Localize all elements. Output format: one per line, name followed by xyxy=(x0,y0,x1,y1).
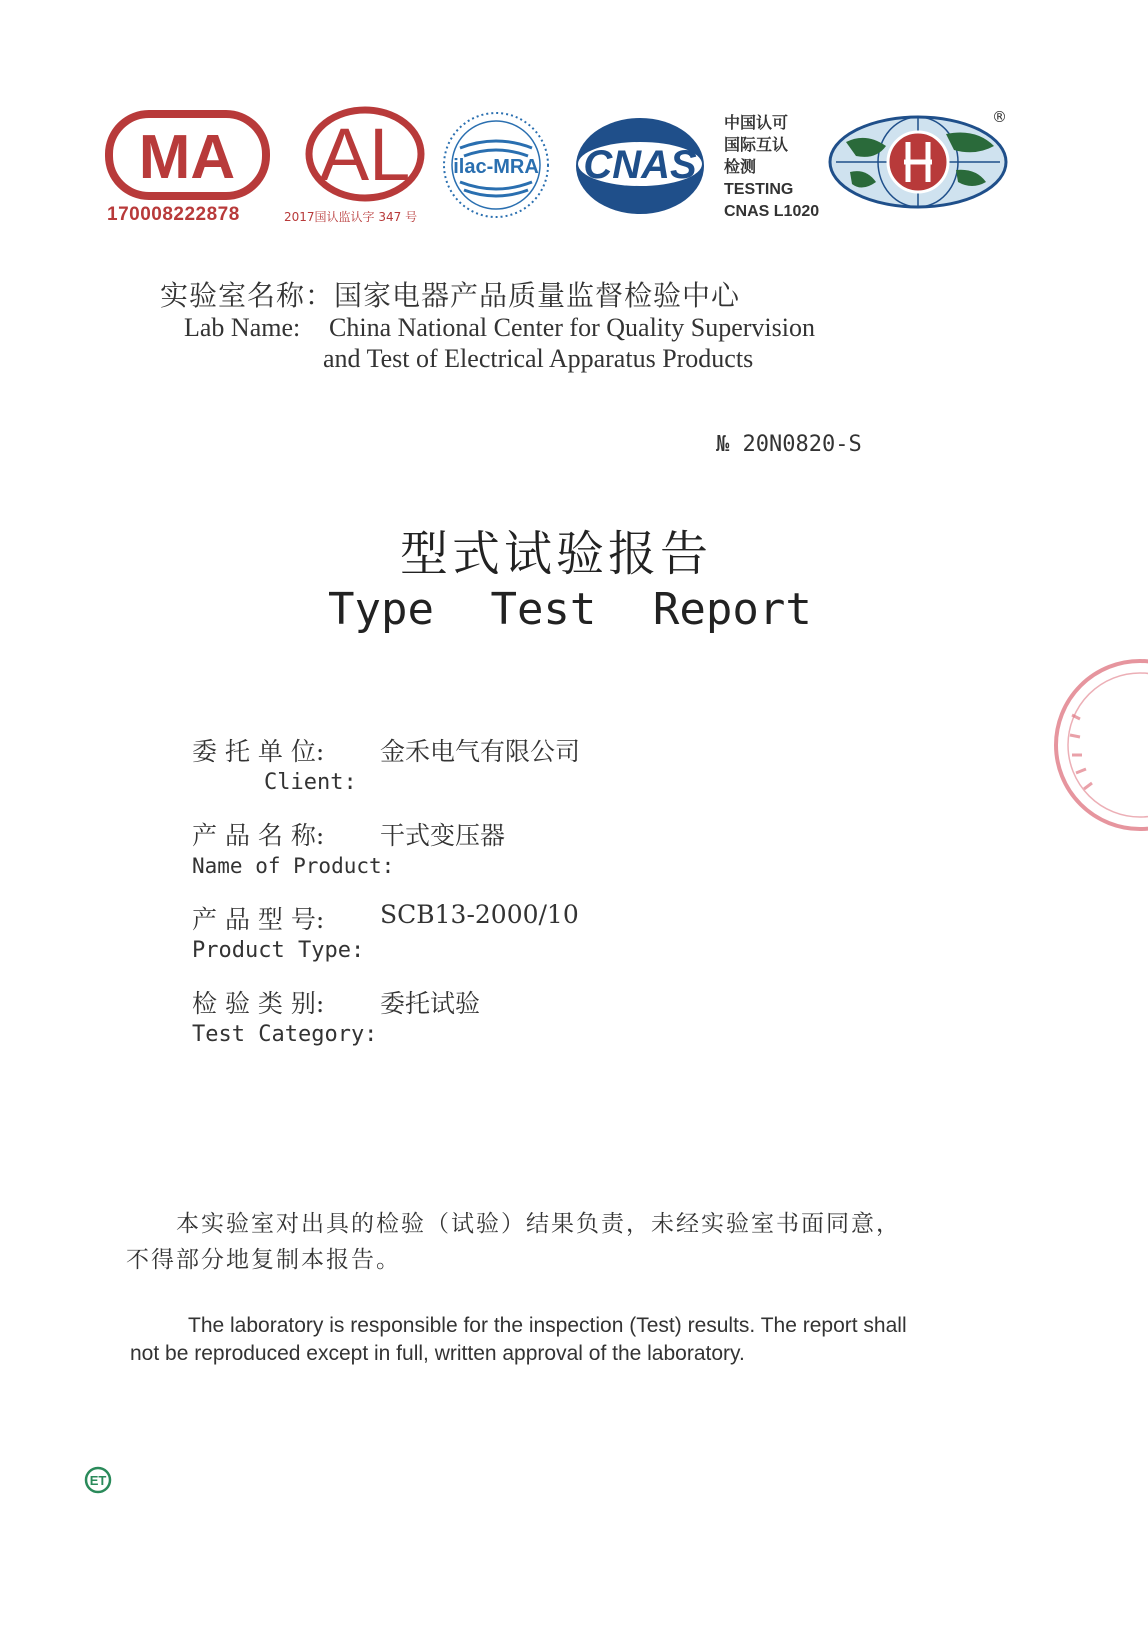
report-title-cn: 型式试验报告 xyxy=(400,526,713,582)
field-product-name-label-en: Name of Product: xyxy=(192,854,395,878)
registered-mark: ® xyxy=(992,108,1007,126)
cma-number: 170008222878 xyxy=(107,204,240,225)
cert-line-1: 中国认可 xyxy=(724,115,789,132)
cert-text-block xyxy=(724,113,834,223)
notice-en-line2: not be reproduced except in full, written approval of the laboratory. xyxy=(130,1342,745,1365)
cma-mark-icon xyxy=(105,108,270,200)
field-test-category xyxy=(192,984,892,1064)
cal-mark-icon xyxy=(290,104,440,204)
ilac-mra-logo xyxy=(440,106,552,224)
cma-logo xyxy=(105,108,270,228)
et-mark: ET xyxy=(89,1473,107,1488)
report-title-en: Type Test Report xyxy=(328,584,812,635)
field-product-type-value: SCB13-2000/10 xyxy=(380,900,579,929)
notice-en-line1: The laboratory is responsible for the inspection (Test) results. The report shall xyxy=(188,1314,907,1337)
field-client-label-en: Client: xyxy=(264,770,357,795)
field-product-name-value: 干式变压器 xyxy=(380,821,506,850)
stamp-icon xyxy=(1050,655,1148,835)
field-client-value: 金禾电气有限公司 xyxy=(380,737,581,766)
cma-mark: MA xyxy=(138,123,236,192)
ilac-mra-mark: ilac-MRA xyxy=(453,156,539,178)
field-product-type-label-cn: 产 品 型 号: xyxy=(192,905,325,934)
field-product-name-label-cn: 产 品 名 称: xyxy=(192,821,325,850)
globe-logo xyxy=(826,108,1012,212)
report-number: № 20N0820-S xyxy=(716,432,862,457)
field-test-category-label-cn: 检 验 类 别: xyxy=(192,989,325,1018)
field-test-category-label-en: Test Category: xyxy=(192,1022,378,1047)
et-mark-icon xyxy=(84,1466,112,1494)
cnas-logo xyxy=(572,114,708,218)
lab-name-en-line2: and Test of Electrical Apparatus Products xyxy=(323,344,754,373)
field-product-type-label-en: Product Type: xyxy=(192,938,365,963)
lab-name-cn: 实验室名称：国家电器产品质量监督检验中心 xyxy=(160,279,741,312)
notice-cn-line1: 本实验室对出具的检验（试验）结果负责，未经实验室书面同意， xyxy=(176,1211,901,1237)
cnas-mark: CNAS xyxy=(583,143,697,187)
field-product-type xyxy=(192,900,892,980)
field-product-name xyxy=(192,816,892,896)
field-client-label-cn: 委 托 单 位: xyxy=(192,737,325,766)
cal-logo xyxy=(280,104,440,228)
field-test-category-value: 委托试验 xyxy=(380,989,481,1018)
notice-cn-line2: 不得部分地复制本报告。 xyxy=(126,1247,401,1273)
field-client xyxy=(192,732,892,812)
cal-caption: 2017国认监认字 347 号 xyxy=(284,210,418,224)
lab-name-label-en: Lab Name: xyxy=(184,313,301,342)
ilac-mra-icon xyxy=(440,106,552,224)
globe-icon xyxy=(826,112,1012,212)
cal-mark: AL xyxy=(319,113,411,196)
cert-line-3: 检测 xyxy=(724,159,757,176)
cert-line-4: TESTING xyxy=(724,181,794,198)
lab-name-en-line1: China National Center for Quality Supervision xyxy=(329,313,815,342)
footer-mark xyxy=(84,1466,112,1494)
red-stamp xyxy=(1050,655,1148,835)
cnas-mark-icon xyxy=(572,114,708,218)
cert-line-2: 国际互认 xyxy=(724,137,789,154)
cert-line-5: CNAS L1020 xyxy=(724,203,820,220)
